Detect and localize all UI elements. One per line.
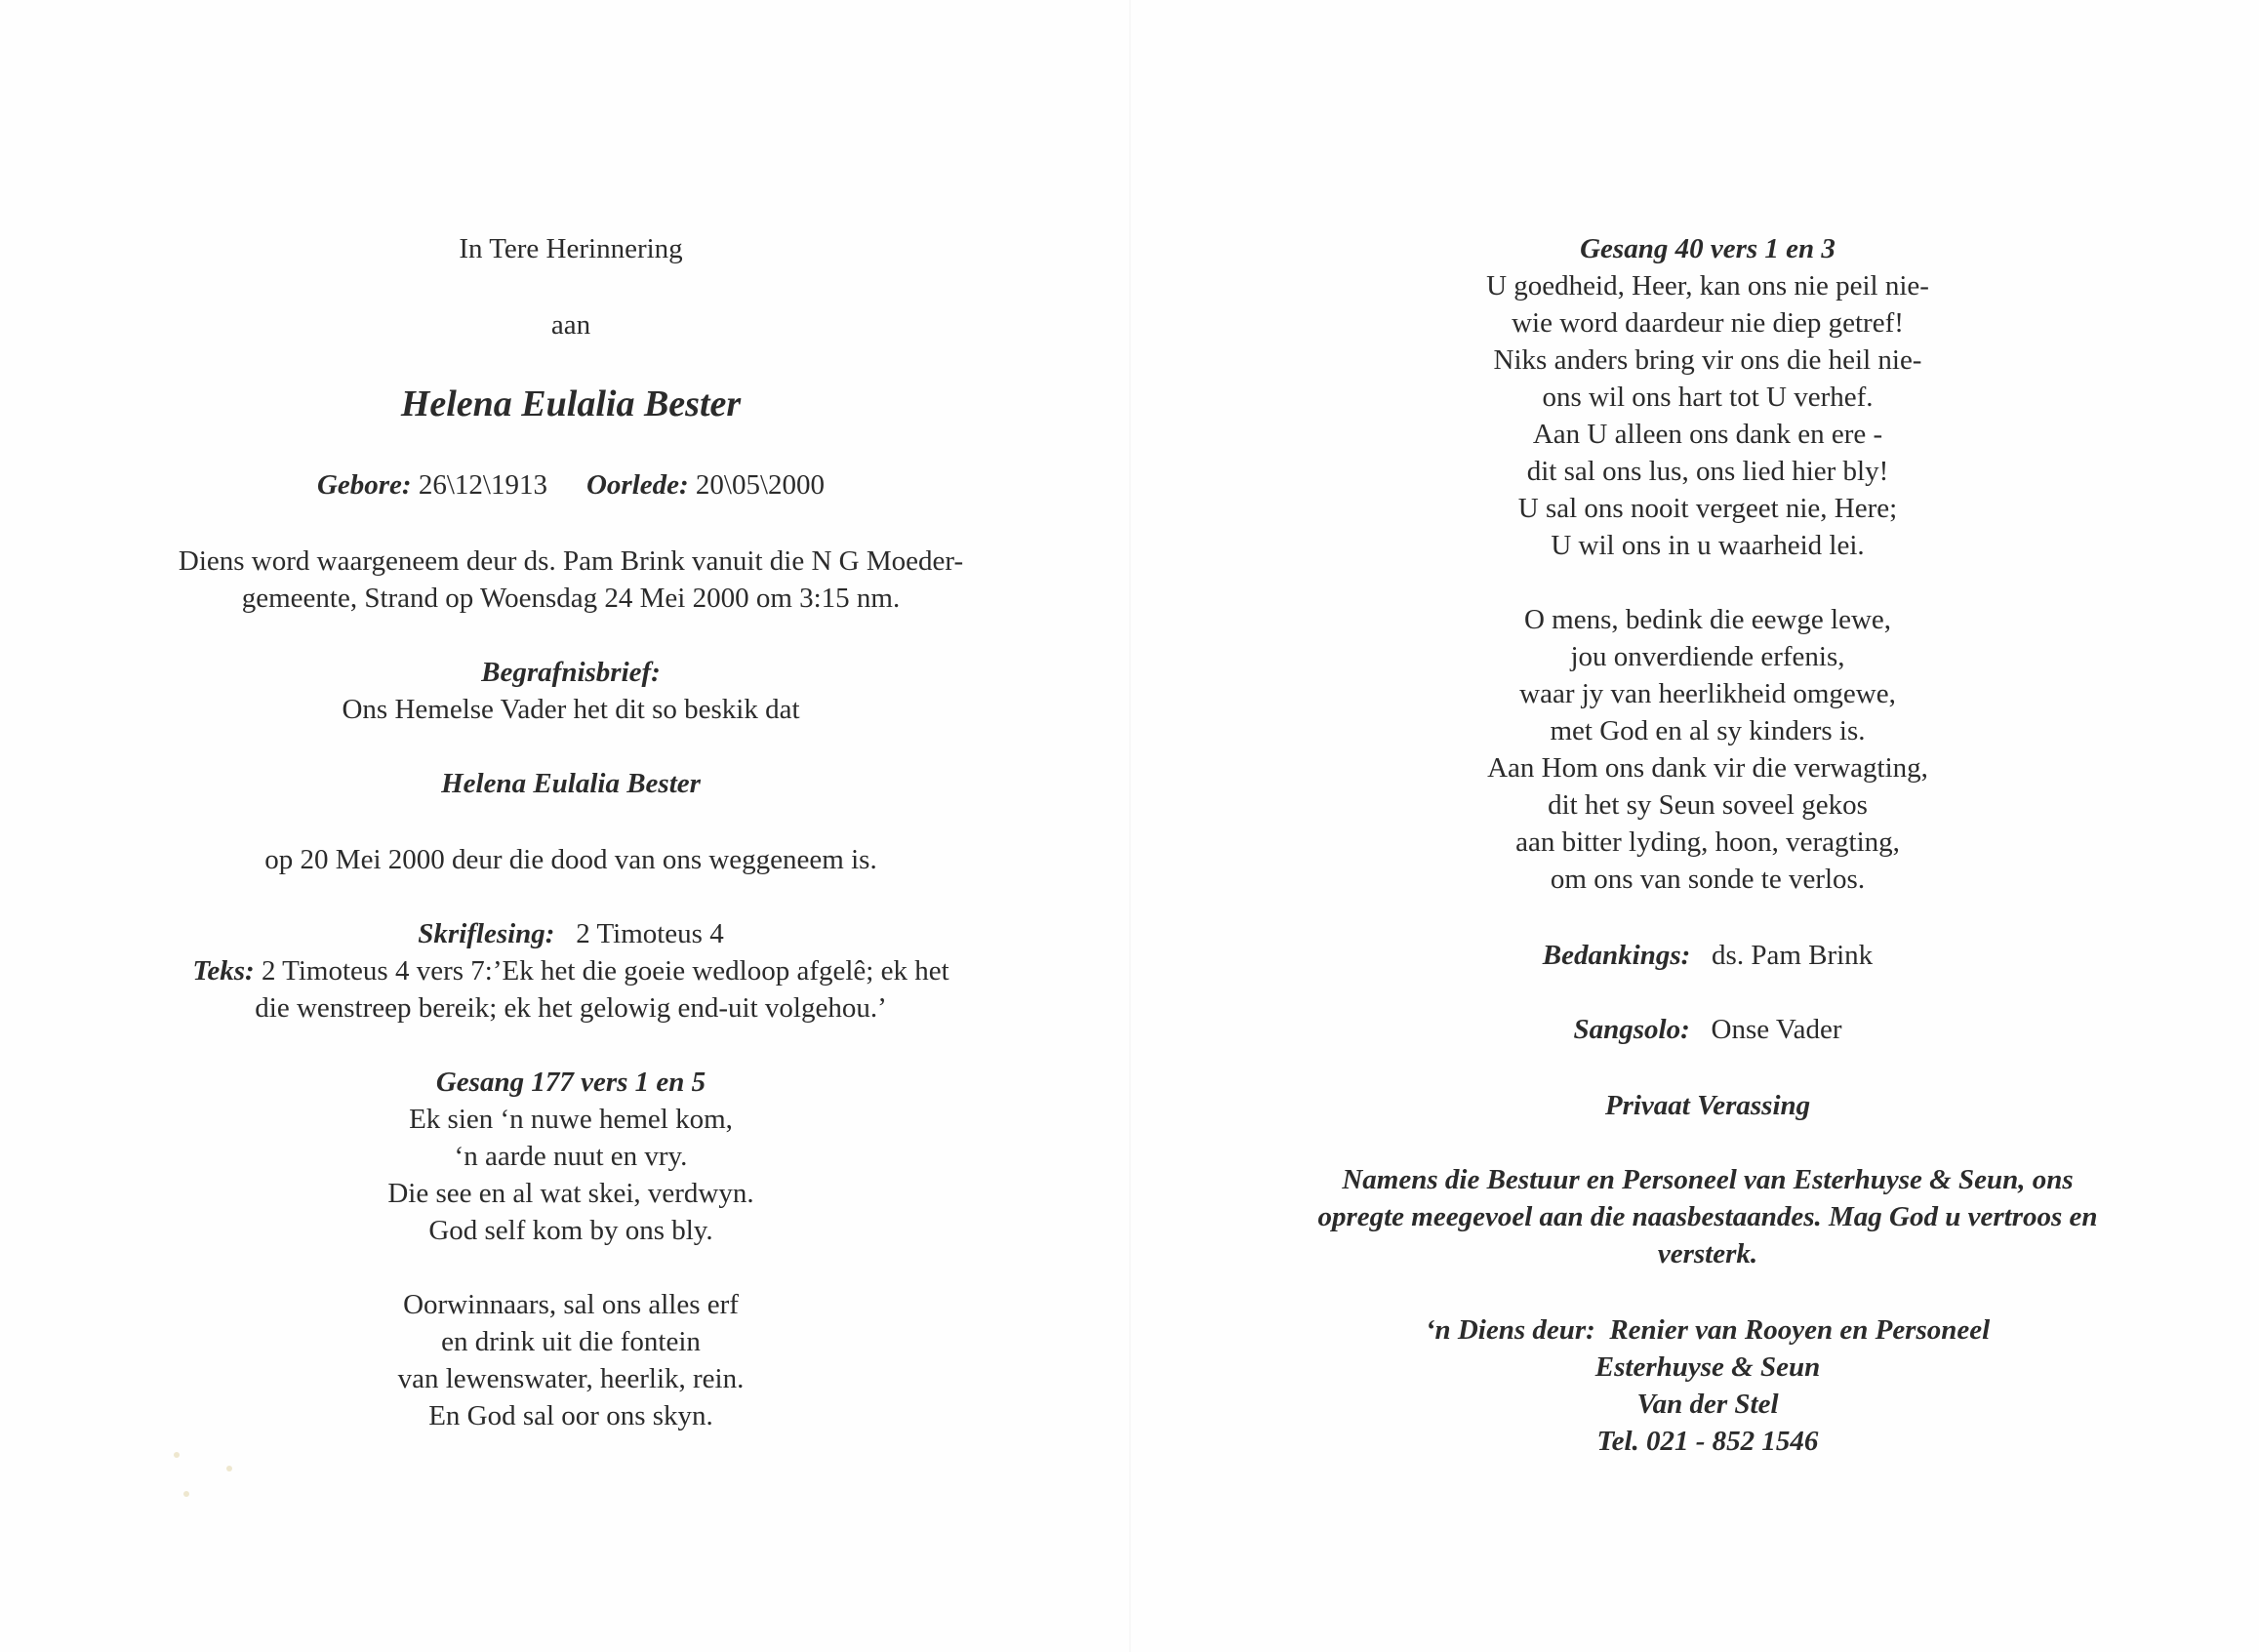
condolence-line: opregte meegevoel aan die naasbestaandes. Mag God u vertroos en [1317, 1201, 2098, 1232]
service-by-row [1190, 1311, 2225, 1349]
thanks-label: Bedankings: [1542, 940, 1691, 971]
reading-row [39, 915, 1103, 952]
company-name: Esterhuyse & Seun [1594, 1351, 1821, 1383]
print-smudge [226, 1466, 232, 1471]
left-hymn-line: van lewenswater, heerlik, rein. [397, 1363, 745, 1394]
dates-row [39, 466, 1103, 504]
burial-name: Helena Eulalia Bester [441, 768, 701, 799]
left-hymn-line: Ek sien ‘n nuwe hemel kom, [409, 1104, 733, 1135]
right-hymn-line: O mens, bedink die eewge lewe, [1523, 604, 1892, 635]
company-location: Van der Stel [1636, 1389, 1779, 1420]
born-label: Gebore: [316, 469, 412, 501]
thanks-value: ds. Pam Brink [1712, 940, 1874, 971]
condolence-line: Namens die Bestuur en Personeel van Esterhuyse & Seun, ons [1342, 1164, 2074, 1195]
right-hymn-line: jou onverdiende erfenis, [1570, 641, 1845, 672]
right-hymn-line: met God en al sy kinders is. [1550, 715, 1866, 746]
condolence-line: versterk. [1657, 1238, 1758, 1269]
left-hymn-line: God self kom by ons bly. [428, 1215, 713, 1246]
right-hymn-line: wie word daardeur nie diep getref! [1512, 307, 1904, 339]
thanks-row [1190, 937, 2225, 974]
fold-line [1129, 0, 1131, 1652]
text-line-2: die wenstreep bereik; ek het gelowig end-uit volgehou.’ [255, 992, 887, 1024]
right-hymn-line: dit sal ons lus, ons lied hier bly! [1526, 456, 1889, 487]
right-hymn-line: U goedheid, Heer, kan ons nie peil nie- [1486, 270, 1929, 302]
right-hymn-line: Aan Hom ons dank vir die verwagting, [1487, 752, 1928, 784]
burial-after: op 20 Mei 2000 deur die dood van ons weggeneem is. [264, 844, 877, 875]
reading-value: 2 Timoteus 4 [576, 918, 724, 949]
left-hymn-line: Oorwinnaars, sal ons alles erf [403, 1289, 739, 1320]
left-hymn-title: Gesang 177 vers 1 en 5 [435, 1067, 706, 1098]
right-hymn-line: aan bitter lyding, hoon, veragting, [1515, 826, 1900, 858]
cremation-note: Privaat Verassing [1604, 1090, 1811, 1121]
text-row [39, 952, 1103, 989]
intro-text: In Tere Herinnering [459, 233, 683, 264]
left-hymn-line: ‘n aarde nuut en vry. [454, 1141, 688, 1172]
born-date: 26\12\1913 [418, 469, 547, 501]
service-line-1: Diens word waargeneem deur ds. Pam Brink vanuit die N G Moeder- [178, 545, 964, 577]
right-hymn-line: U wil ons in u waarheid lei. [1551, 530, 1865, 561]
right-hymn-line: om ons van sonde te verlos. [1550, 864, 1866, 895]
died-date: 20\05\2000 [695, 469, 826, 501]
print-smudge [174, 1452, 180, 1458]
right-hymn-title: Gesang 40 vers 1 en 3 [1580, 233, 1835, 264]
died-label: Oorlede: [585, 469, 689, 501]
solo-value: Onse Vader [1711, 1014, 1842, 1045]
service-line-2: gemeente, Strand op Woensdag 24 Mei 2000 om 3:15 nm. [241, 583, 901, 614]
print-smudge [183, 1491, 189, 1497]
right-hymn-line: waar jy van heerlikheid omgewe, [1519, 678, 1896, 709]
text-line-1: 2 Timoteus 4 vers 7:’Ek het die goeie wedloop afgelê; ek het [261, 955, 949, 987]
service-by-label: ‘n Diens deur: [1425, 1314, 1595, 1346]
left-hymn-line: en drink uit die fontein [441, 1326, 701, 1357]
right-hymn-line: ons wil ons hart tot U verhef. [1542, 382, 1874, 413]
burial-text: Ons Hemelse Vader het dit so beskik dat [342, 694, 800, 725]
text-label: Teks: [192, 955, 255, 987]
company-phone: Tel. 021 - 852 1546 [1596, 1426, 1819, 1457]
solo-row [1190, 1011, 2225, 1048]
burial-heading: Begrafnisbrief: [481, 657, 661, 688]
solo-label: Sangsolo: [1573, 1014, 1690, 1045]
reading-label: Skriflesing: [418, 918, 555, 949]
deceased-name: Helena Eulalia Bester [400, 383, 742, 424]
service-by-value: Renier van Rooyen en Personeel [1609, 1314, 1991, 1346]
right-hymn-line: U sal ons nooit vergeet nie, Here; [1517, 493, 1898, 524]
left-hymn-line: En God sal oor ons skyn. [428, 1400, 713, 1431]
right-hymn-line: dit het sy Seun soveel gekos [1548, 789, 1868, 821]
left-hymn-line: Die see en al wat skei, verdwyn. [387, 1178, 754, 1209]
aan-text: aan [550, 309, 591, 341]
right-hymn-line: Niks anders bring vir ons die heil nie- [1493, 344, 1922, 376]
right-hymn-line: Aan U alleen ons dank en ere - [1532, 419, 1883, 450]
